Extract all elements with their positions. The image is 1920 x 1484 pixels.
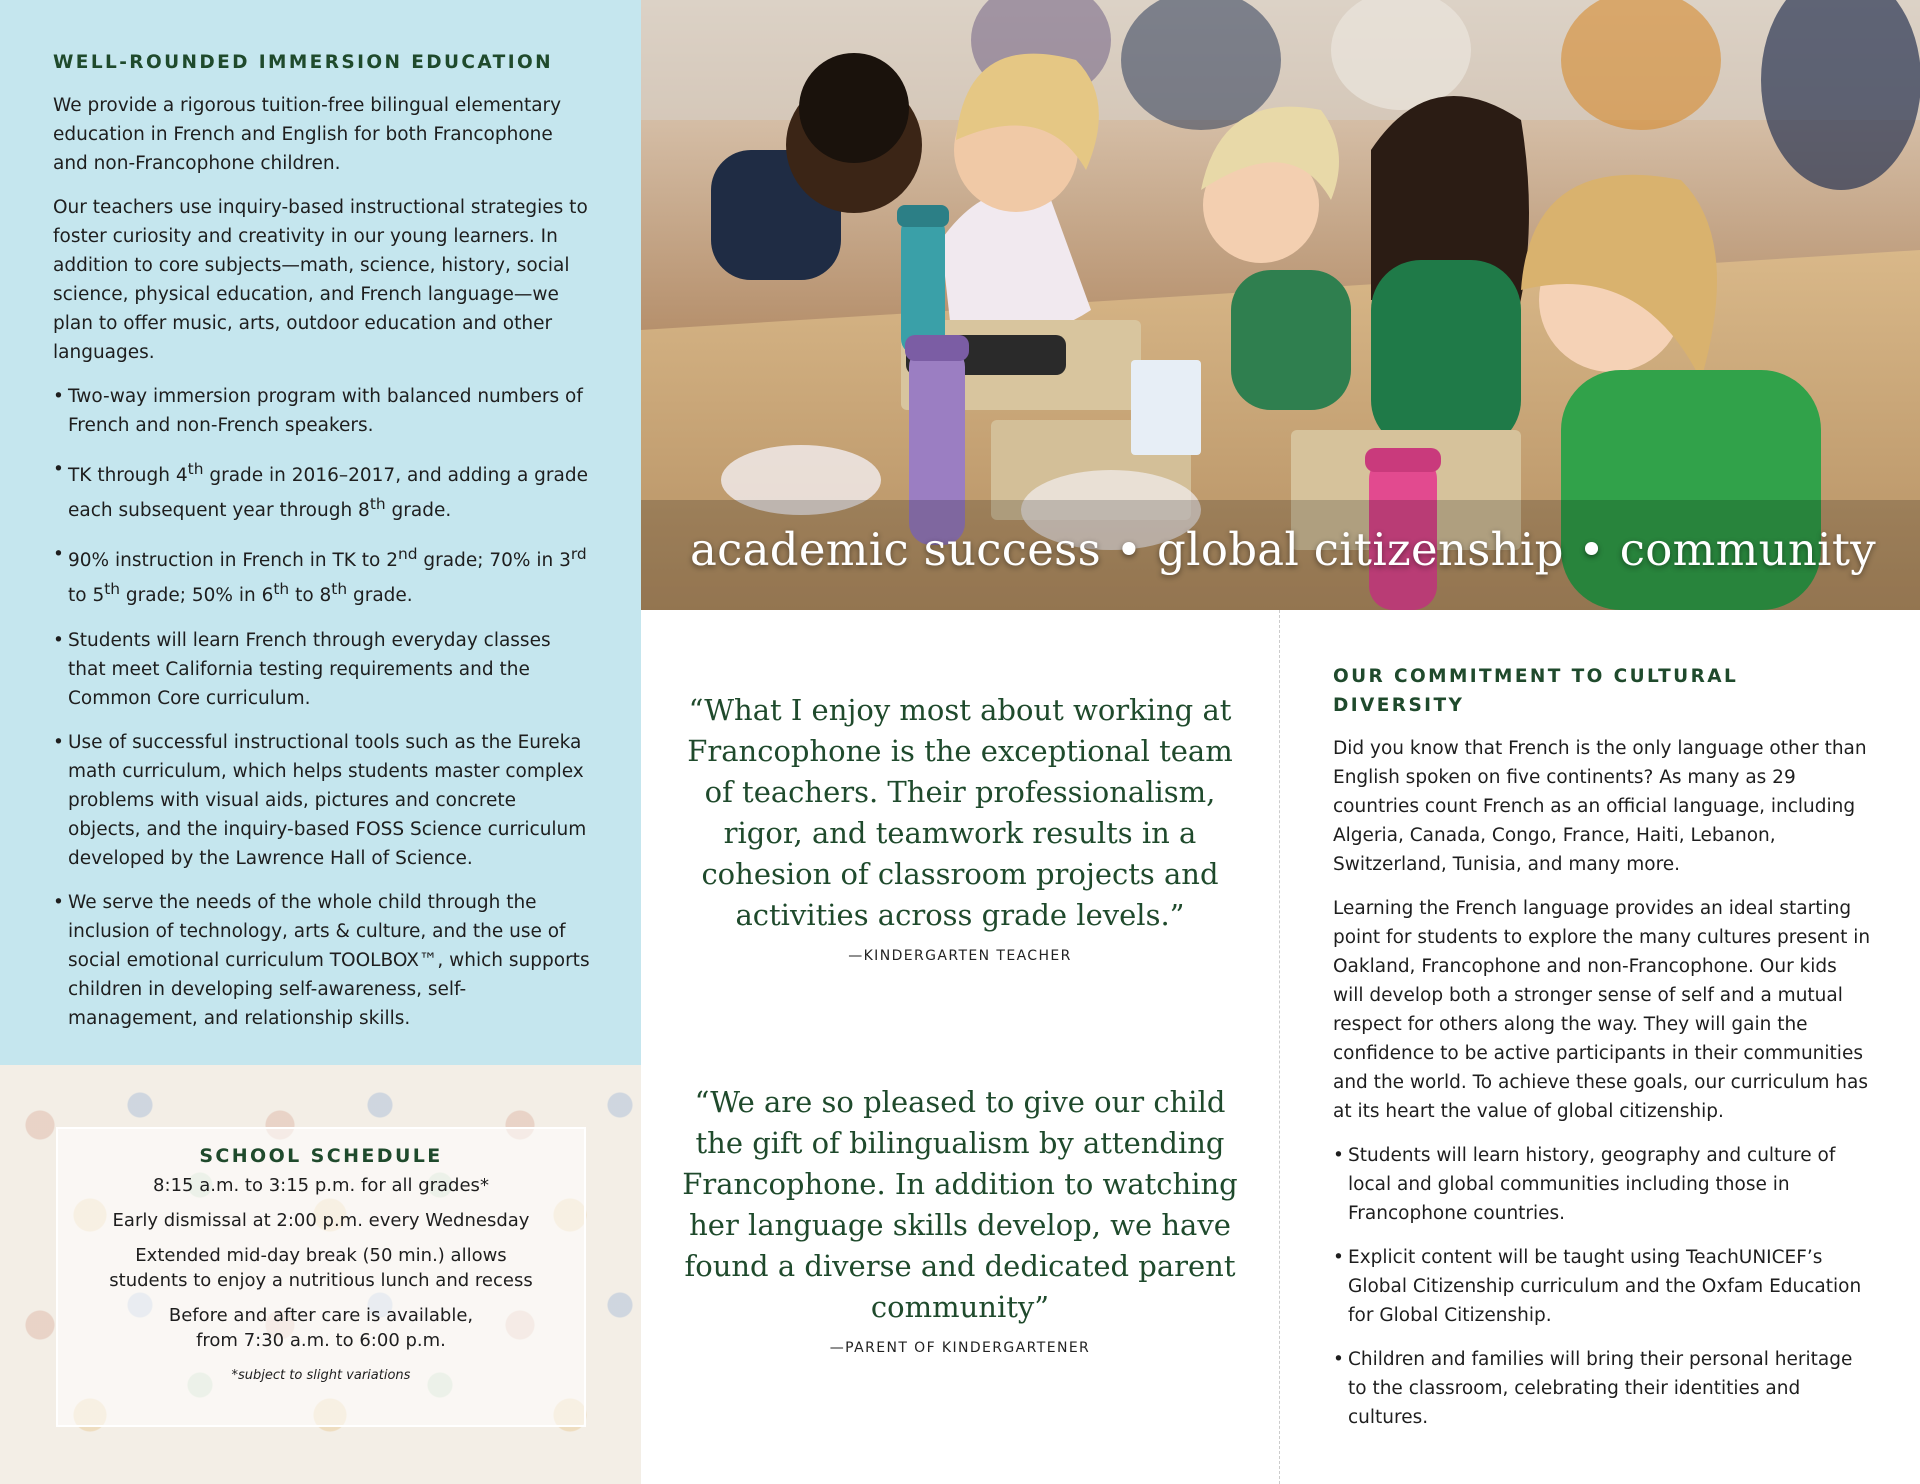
bullet-3-text-b: grade; 70% in 3 (417, 550, 571, 572)
immersion-bullet-4: • Students will learn French through everyday classes that meet California testing requirements and the Common Core curriculum. (53, 626, 593, 713)
bullet-3-text-d: grade; 50% in 6 (120, 585, 274, 607)
immersion-bullet-6: • We serve the needs of the whole child through the inclusion of technology, arts & culture, and the use of social emotional curriculum TOOLBOX™, which supports children in developing self-awareness, self-management, and relationship skills. (53, 888, 593, 1033)
classroom-photo (641, 0, 1920, 610)
schedule-midday-line-1: Extended mid-day break (50 min.) allows (135, 1245, 507, 1266)
schedule-care (58, 1303, 584, 1353)
bullet-2-text-b: grade in 2016–2017, and adding a grade each subsequent year through 8 (68, 465, 588, 522)
diversity-bullet-2: • Explicit content will be taught using TeachUNICEF’s Global Citizenship curriculum and the Oxfam Education for Global Citizenship. (1333, 1243, 1873, 1330)
teacher-quote: “What I enjoy most about working at Francophone is the exceptional team of teachers. Their professionalism, rigor, and teamwork results in a cohesion of classroom projects and activities across grade levels.” (687, 693, 1233, 932)
bullet-3-sup-e: th (331, 580, 348, 599)
bullet-3-sup-c: th (104, 580, 121, 599)
immersion-bullet-list (53, 382, 593, 1033)
schedule-midday-break (58, 1243, 584, 1293)
cultural-diversity-section (1333, 662, 1873, 1447)
parent-quote: “We are so pleased to give our child the gift of bilingualism by attending Francophone. In addition to watching her language skills develop, we have found a diverse and dedicated parent community” (682, 1085, 1238, 1324)
schedule-footnote: *subject to slight variations (231, 1368, 411, 1383)
immersion-bullet-2 (53, 455, 593, 525)
bullet-2-sup-b: th (369, 495, 386, 514)
schedule-early-dismissal: Early dismissal at 2:00 p.m. every Wednesday (112, 1210, 530, 1231)
immersion-bullet-1: • Two-way immersion program with balanced numbers of French and non-French speakers. (53, 382, 593, 440)
schedule-heading: SCHOOL SCHEDULE (199, 1145, 443, 1167)
left-panel (0, 0, 641, 1065)
bullet-3-text-f: grade. (347, 585, 413, 607)
schedule-midday-line-2: students to enjoy a nutritious lunch and recess (109, 1270, 533, 1291)
immersion-section (53, 48, 593, 1048)
immersion-paragraph-1: We provide a rigorous tuition-free bilingual elementary education in French and English for both Francophone and non-Francophone children. (53, 95, 562, 174)
teacher-quote-block (680, 690, 1240, 964)
bullet-3-text-a: 90% instruction in French in TK to 2 (68, 550, 398, 572)
schedule-care-line-1: Before and after care is available, (168, 1305, 474, 1326)
bullet-2-text-a: TK through 4 (68, 465, 188, 487)
diversity-paragraph-2: Learning the French language provides an ideal starting point for students to explore the many cultures present in Oakland, Francophone and non-Francophone. Our kids will develop both a stronger sense of self and a mutual respect for others along the way. They will gain the confidence to be active participants in their communities and the world. To achieve these goals, our curriculum has at its heart the value of global citizenship. (1333, 898, 1871, 1122)
children-lunch-illustration (641, 0, 1920, 610)
immersion-paragraph-2: Our teachers use inquiry-based instructional strategies to foster curiosity and creativity in our young learners. In addition to core subjects—math, science, history, social science, physical education, and French language—we plan to offer music, arts, outdoor education and other languages. (53, 197, 588, 363)
parent-quote-block (680, 1082, 1240, 1356)
immersion-heading: WELL-ROUNDED IMMERSION EDUCATION (53, 52, 553, 73)
bullet-3-sup-a: nd (397, 545, 418, 564)
diversity-heading: OUR COMMITMENT TO CULTURAL DIVERSITY (1333, 666, 1739, 716)
bullet-3-sup-b: rd (570, 545, 587, 564)
parent-quote-attribution: —PARENT OF KINDERGARTENER (829, 1340, 1091, 1356)
teacher-quote-attribution: —KINDERGARTEN TEACHER (848, 948, 1072, 964)
diversity-bullet-1: • Students will learn history, geography and culture of local and global communities including those in Francophone countries. (1333, 1141, 1873, 1228)
photo-caption: academic success • global citizenship • community (690, 523, 1876, 576)
bullet-3-text-e: to 8 (289, 585, 332, 607)
bullet-3-text-c: to 5 (68, 585, 105, 607)
bullet-2-text-c: grade. (385, 500, 452, 522)
bullet-3-sup-d: th (273, 580, 290, 599)
immersion-bullet-3 (53, 540, 593, 610)
diversity-paragraph-1: Did you know that French is the only language other than English spoken on five continents? As many as 29 countries count French as an official language, including Algeria, Canada, Congo, France, Haiti, Lebanon, Switzerland, Tunisia, and many more. (1333, 738, 1867, 875)
school-schedule-box (56, 1127, 586, 1427)
diversity-bullet-3: • Children and families will bring their personal heritage to the classroom, celebrating their identities and cultures. (1333, 1345, 1873, 1432)
schedule-care-line-2: from 7:30 a.m. to 6:00 p.m. (196, 1330, 446, 1351)
diversity-bullet-list (1333, 1141, 1873, 1432)
bullet-2-sup-a: th (187, 460, 204, 478)
column-divider (1279, 610, 1280, 1484)
schedule-hours: 8:15 a.m. to 3:15 p.m. for all grades* (153, 1175, 489, 1196)
immersion-bullet-5: • Use of successful instructional tools such as the Eureka math curriculum, which helps students master complex problems with visual aids, pictures and concrete objects, and the inquiry-based FOSS Science curriculum developed by the Lawrence Hall of Science. (53, 728, 593, 873)
